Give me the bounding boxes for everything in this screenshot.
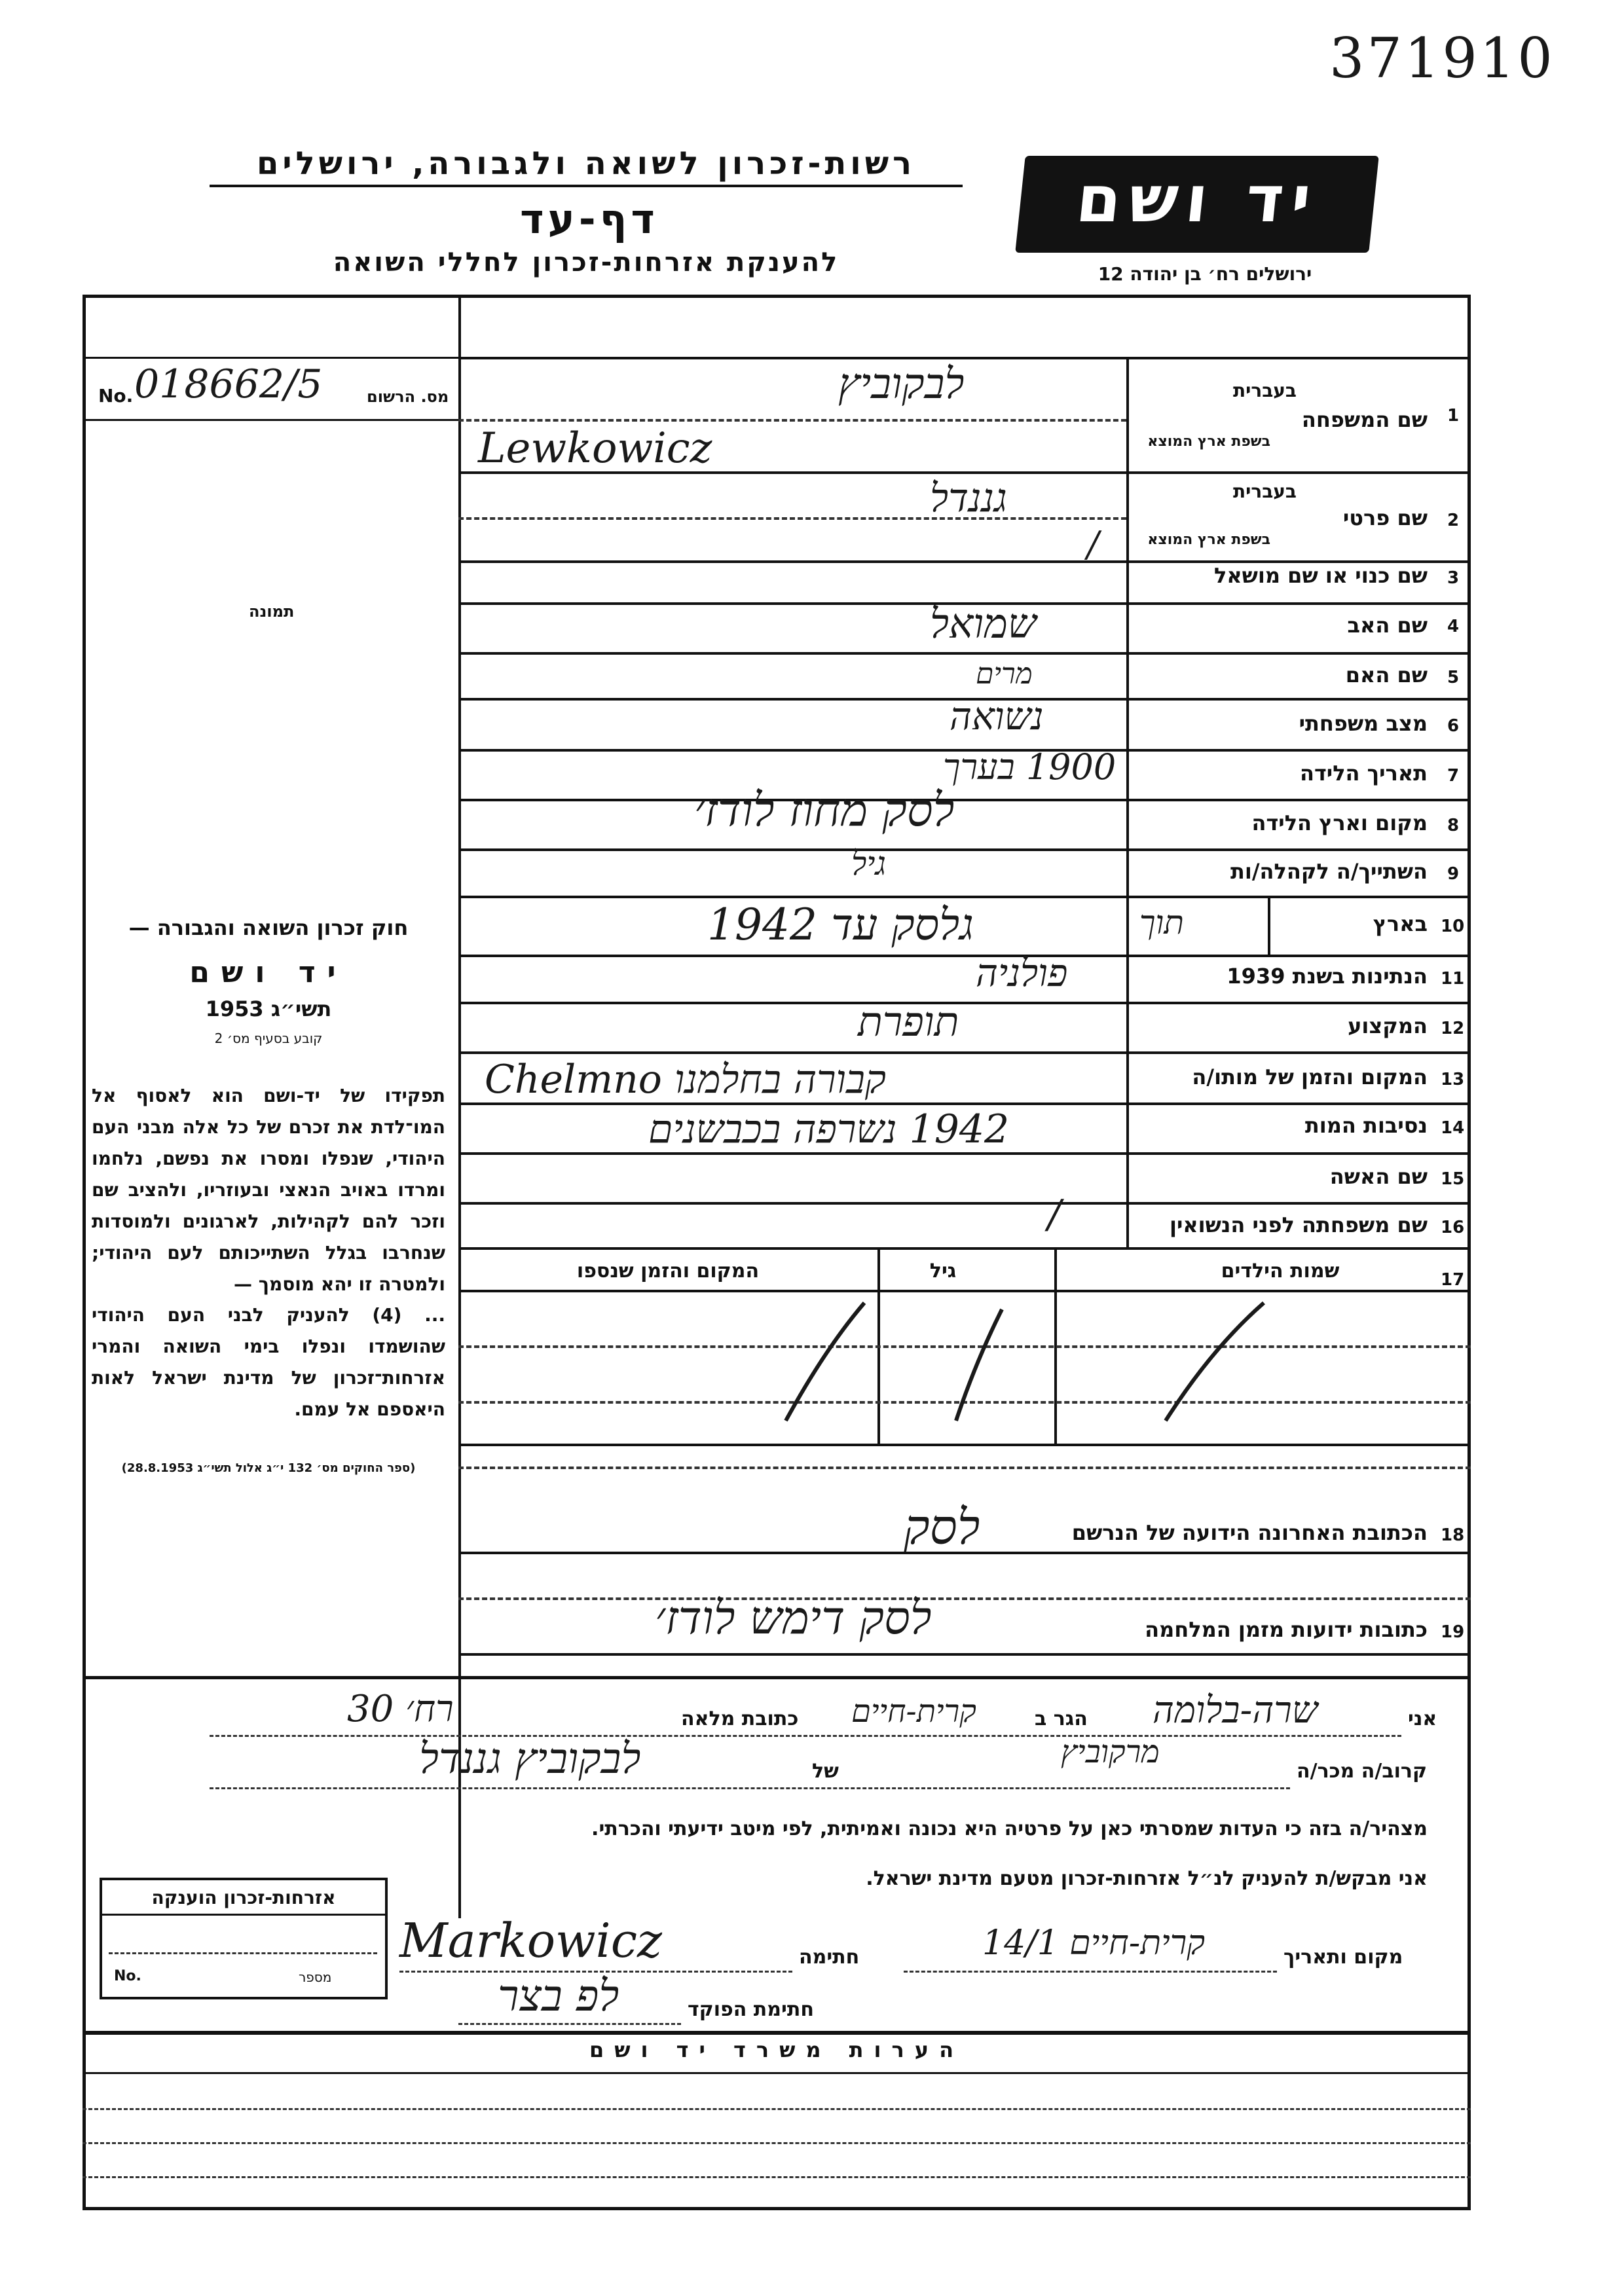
officer-line — [458, 2023, 681, 2025]
citizenship-title: אזרחות-זכרון הוענקה — [102, 1887, 385, 1916]
field-17-number: 17 — [1441, 1270, 1465, 1290]
field-16-label: שם משפחתה לפני הנשואין — [1169, 1212, 1428, 1237]
law-paragraph-1: תפקידו של יד-ושם הוא לאסוף אל המו־לדת את זכרם של כל אלה מבני העם היהודי, שנפלו ומסרו את נפשם, נלחמו ומרדו באויב הנאצי ובעוזריו, ולהציב שם וזכר להם לקהילות, לארגונים ולמוסדות שנחרבו בגלל השתייכותם לעם היהודי; ולמטרה זו יהא מוסמך — — [92, 1085, 445, 1295]
registration-line — [83, 419, 458, 421]
field-1-value: לבקוביץ — [838, 360, 965, 409]
office-notes-line-2 — [83, 2108, 1471, 2110]
field-12-label: המקצוע — [1348, 1013, 1428, 1038]
logo-text: יד ושם — [1073, 162, 1323, 237]
field-7-value: 1900 בערך — [943, 746, 1116, 788]
field-13-value: Chelmno קבורה בחלמנו — [485, 1057, 886, 1102]
declaration-city: קרית-חיים — [851, 1693, 976, 1730]
field-3-number: 3 — [1447, 568, 1460, 588]
declaration-relative-label: קרוב/ה מכר/ה — [1297, 1760, 1428, 1783]
field-16-line — [458, 1247, 1471, 1250]
field-1-sub-hebrew: בעברית — [1232, 380, 1297, 401]
field-12-value: תופרת — [858, 998, 959, 1046]
declaration-of: של — [812, 1760, 839, 1783]
declaration-address-label: כתובת מלאה — [681, 1707, 799, 1730]
signature: Markowicz — [399, 1913, 662, 1968]
field-1-label: שם המשפחה — [1301, 407, 1428, 432]
left-top-line — [83, 357, 458, 359]
children-col-place: המקום והזמן שנספו — [576, 1260, 760, 1283]
field-4-number: 4 — [1447, 617, 1460, 636]
place-date-line — [904, 1971, 1277, 1973]
field-14-value: 1942 נשרפה בכבשנים — [648, 1106, 1010, 1152]
registration-label: מס. הרשום — [367, 388, 449, 406]
law-paragraph-2: ... (4) להעניק לבני העם היהודי שהושמדו ונפלו בימי השואה והמרי אזרחות־זכרון של מדינת ישראל לאות היאספם אל עמם. — [92, 1304, 445, 1420]
field-19-label: כתובות ידועות מזמן המלחמה — [1145, 1617, 1428, 1642]
citizenship-line — [109, 1952, 377, 1954]
field-2-sub-hebrew: בעברית — [1232, 481, 1297, 502]
field-2-label: שם פרטי — [1342, 505, 1428, 530]
label-column-divider — [1126, 357, 1129, 1247]
field-6-number: 6 — [1447, 716, 1460, 736]
field-5-label: שם האם — [1345, 663, 1428, 687]
office-notes-top-line — [83, 2031, 1471, 2035]
field-2-divider — [458, 517, 1126, 520]
field-2-value-latin: / — [1087, 524, 1099, 565]
yad-vashem-logo — [1015, 156, 1379, 253]
field-13-number: 13 — [1441, 1070, 1465, 1089]
field-18-value: לסק — [904, 1499, 980, 1556]
field-11-value: פולניה — [976, 951, 1068, 995]
officer-label: חתימת הפוקד — [688, 1998, 814, 2021]
field-16-value: / — [1048, 1192, 1061, 1237]
field-11-number: 11 — [1441, 969, 1465, 989]
declaration-line-1 — [210, 1735, 1401, 1737]
registration-no-label: No. — [98, 385, 134, 407]
law-footnote: (ספר החוקים מס׳ 132 י״ג אלול תשי״ג 28.8.1953) — [121, 1461, 416, 1475]
field-15-label: שם האשה — [1329, 1164, 1428, 1189]
field-7-number: 7 — [1447, 766, 1460, 786]
field-6-value: נשואה — [950, 694, 1044, 738]
place-date: קרית-חיים 14/1 — [982, 1923, 1206, 1963]
declaration-person: לבקוביץ גננדל — [419, 1735, 641, 1783]
citizenship-box — [100, 1878, 388, 1999]
field-2-number: 2 — [1447, 511, 1460, 530]
declaration-request: אני מבקש/ת להעניק לנ״ל אזרחות-זכרון מטעם מדינת ישראל. — [866, 1867, 1428, 1890]
citizenship-no-label: No. — [114, 1968, 141, 1984]
field-1-number: 1 — [1447, 406, 1460, 426]
declaration-relation: מרקוביץ — [1061, 1734, 1160, 1770]
field-5-number: 5 — [1447, 668, 1460, 687]
office-notes-line-3 — [83, 2142, 1471, 2144]
field-10-number: 10 — [1441, 917, 1465, 936]
field-11-line — [458, 1002, 1471, 1004]
field-4-value: שמואל — [930, 600, 1037, 647]
field-1-line — [458, 471, 1471, 474]
office-notes-line-4 — [83, 2176, 1471, 2178]
office-notes-line-1 — [83, 2072, 1471, 2074]
declaration-top-line — [83, 1676, 1471, 1679]
citizenship-number-label: מספר — [299, 1969, 332, 1985]
field-9-value: גיל — [851, 845, 887, 883]
field-16-number: 16 — [1441, 1218, 1465, 1237]
declaration-line-2 — [210, 1787, 1290, 1789]
field-19-value: לסק דימש לודז׳ — [655, 1591, 932, 1645]
officer-signature: לפ בצר — [498, 1971, 619, 2021]
field-13-line — [458, 1102, 1471, 1105]
declaration-address: רח׳ 30 — [347, 1688, 454, 1730]
field-9-number: 9 — [1447, 864, 1460, 884]
left-column-divider — [458, 295, 461, 1918]
field-8-label: מקום וארץ הלידה — [1251, 811, 1428, 835]
field-9-line — [458, 896, 1471, 898]
field-8-line — [458, 848, 1471, 851]
field-18-label: הכתובת האחרונה הידועה של הנרשם — [1071, 1520, 1428, 1545]
field-2-value: גננדל — [930, 475, 1007, 521]
field-10-prefix: תוך — [1139, 903, 1184, 941]
authority-line: רשות-זכרון לשואה ולגבורה, ירושלים — [210, 145, 963, 187]
field-8-value: לסק מחוז לודז׳ — [694, 783, 955, 837]
field-3-label: שם כנוי או שם מושאל — [1213, 563, 1428, 588]
field-10-value: גלסק עד 1942 — [707, 900, 974, 950]
form-subtitle: להענקת אזרחות-זכרון לחללי השואה — [333, 247, 840, 278]
law-title: חוק זכרון השואה והגבורה — — [128, 915, 409, 940]
field-1-value-latin: Lewkowicz — [478, 424, 712, 473]
field-2-sub-origin: בשפת ארץ המוצא — [1147, 532, 1270, 548]
field-10-split — [1268, 896, 1270, 955]
field-1-sub-origin: בשפת ארץ המוצא — [1147, 433, 1270, 450]
field-7-line — [458, 799, 1471, 801]
field-10-line — [458, 955, 1471, 957]
field-14-label: נסיבות המות — [1304, 1113, 1428, 1138]
field-19-number: 19 — [1441, 1622, 1465, 1642]
registration-number: 018662/5 — [134, 361, 323, 407]
field-12-line — [458, 1051, 1471, 1054]
children-extra-line — [458, 1467, 1471, 1469]
photo-label: תמונה — [249, 602, 295, 621]
field-15-line — [458, 1202, 1471, 1205]
office-notes-title: הערות משרד יד ושם — [589, 2037, 965, 2062]
field-9-label: השתייך/ה לקהלה/ות — [1230, 859, 1428, 884]
field-5-value: מרים — [976, 657, 1033, 691]
field-6-label: מצב משפחתי — [1299, 711, 1428, 736]
field-7-label: תאריך הלידה — [1299, 761, 1428, 786]
field-14-line — [458, 1152, 1471, 1155]
law-year: תשי״ג 1953 — [205, 996, 332, 1021]
field-18-line — [458, 1552, 1471, 1554]
archive-number: 371910 — [1329, 26, 1555, 90]
field-4-line — [458, 652, 1471, 655]
field-15-number: 15 — [1441, 1169, 1465, 1189]
form-title: דף-עד — [520, 195, 659, 243]
law-clause: קובע בסעיף מס׳ 2 — [214, 1030, 323, 1046]
address: ירושלים רח׳ בן יהודה 12 — [1098, 263, 1312, 285]
field-8-number: 8 — [1447, 816, 1460, 835]
field-12-number: 12 — [1441, 1019, 1465, 1038]
field-18-extra-line — [458, 1597, 1471, 1600]
children-col-names: שמות הילדים — [1221, 1260, 1340, 1283]
children-strike-marks — [458, 1290, 1471, 1447]
field-11-label: הנתינות בשנת 1939 — [1227, 964, 1428, 989]
declaration-name: שרה-בלומה — [1153, 1689, 1318, 1732]
law-name: יד ושם — [189, 956, 348, 989]
field-1-divider — [458, 419, 1126, 422]
place-date-label: מקום ותאריך — [1283, 1946, 1403, 1969]
signature-label: חתימה — [799, 1946, 860, 1969]
field-10-label: בארץ — [1373, 911, 1428, 936]
field-18-number: 18 — [1441, 1525, 1465, 1545]
field-19-line — [458, 1653, 1471, 1656]
declaration-ani: אני — [1408, 1707, 1437, 1730]
field-14-number: 14 — [1441, 1118, 1465, 1138]
declaration-statement: מצהיר/ה בזה כי העדות שמסרתי כאן על פרטיה היא נכונה ואמיתית, לפי מיטב ידיעתי והכרתי. — [591, 1817, 1428, 1840]
declaration-hagar: הגר ב — [1035, 1707, 1088, 1730]
field-13-label: המקום והזמן של מותו/ה — [1192, 1065, 1428, 1089]
children-col-age: גיל — [929, 1260, 957, 1283]
top-row-line — [458, 357, 1471, 359]
field-4-label: שם האב — [1347, 613, 1428, 638]
